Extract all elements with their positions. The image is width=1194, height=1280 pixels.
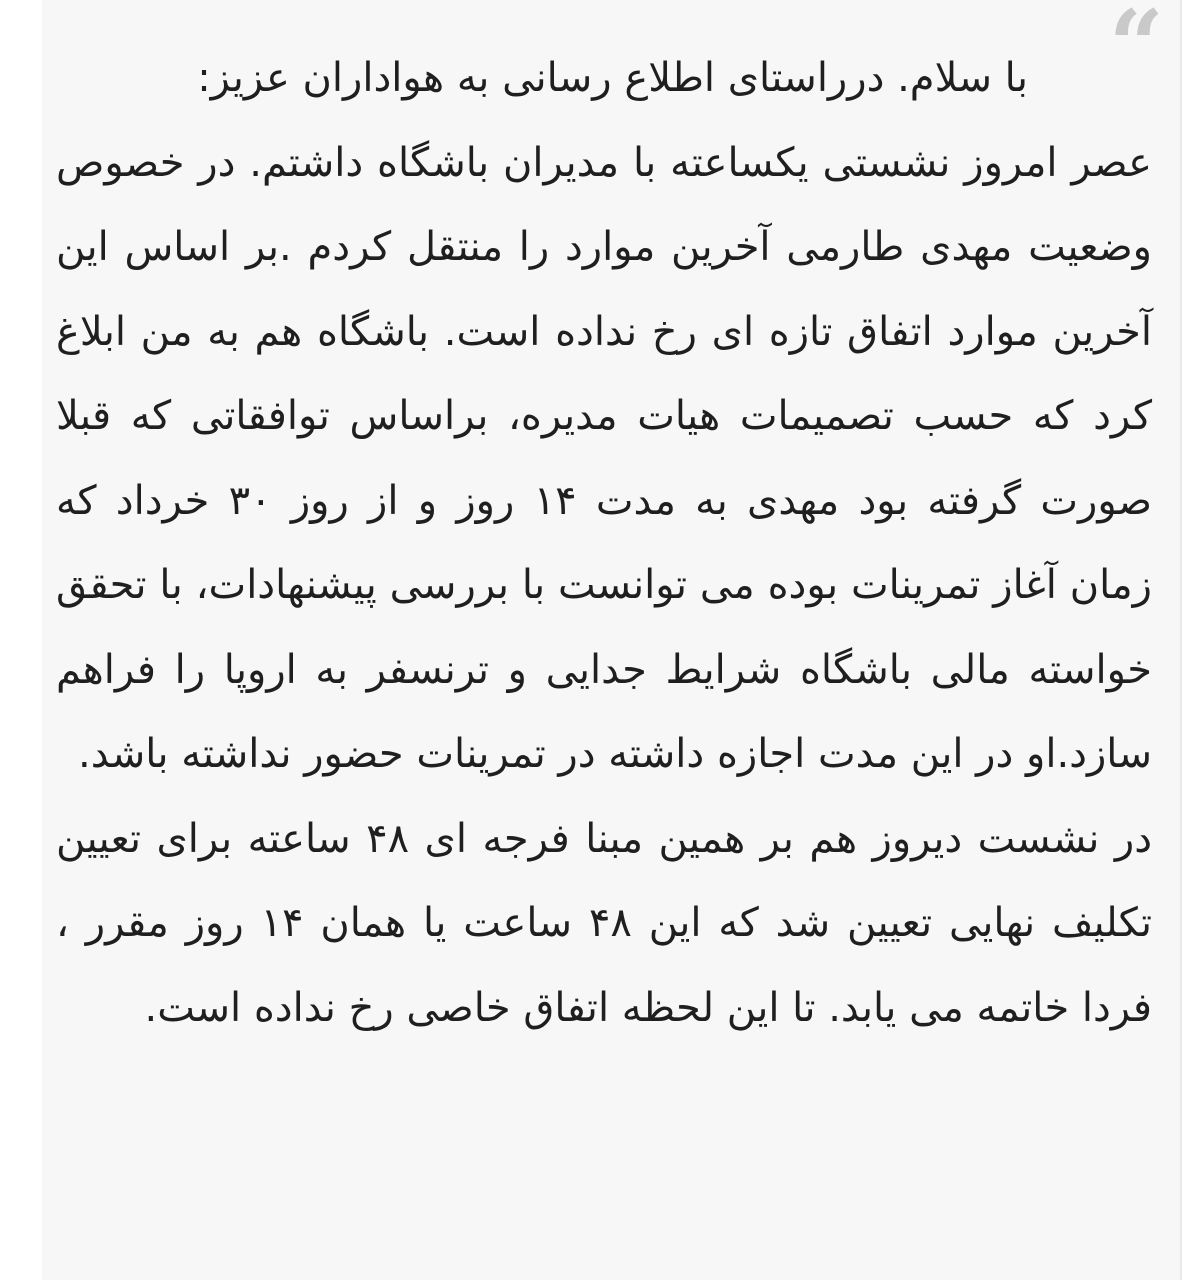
quote-greeting: با سلام. درراستای اطلاع رسانی به هواداران عزیز:: [197, 55, 1028, 101]
quote-icon: “: [1108, 0, 1164, 102]
quote-paragraph-1: عصر امروز نشستی یکساعته با مدیران باشگاه داشتم. در خصوص وضعیت مهدی طارمی آخرین موارد را منتقل کردم .بر اساس این آخرین موارد اتفاق تازه ای رخ نداده است. باشگاه هم به من ابلاغ کرد که حسب تصمیمات هیات مدیره، براساس توافقاتی که قبلا صورت گرفته بود مهدی به مدت ۱۴ روز و از روز ۳۰ خرداد که زمان آغاز تمرینات بوده می توانست با بررسی پیشنهادات، با تحقق خواسته مالی باشگاه شرایط جدایی و ترنسفر به اروپا را فراهم سازد.او در این مدت اجازه داشته در تمرینات حضور نداشته باشد.: [56, 139, 1152, 777]
quote-paragraph-2: در نشست دیروز هم بر همین مبنا فرجه ای ۴۸ ساعته برای تعیین تکلیف نهایی تعیین شد که این ۴۸ ساعت یا همان ۱۴ روز مقرر ، فردا خاتمه می یابد. تا این لحظه اتفاق خاصی رخ نداده است.: [56, 815, 1153, 1031]
quote-card: [42, 0, 1182, 1280]
quote-body: [56, 36, 1152, 1050]
